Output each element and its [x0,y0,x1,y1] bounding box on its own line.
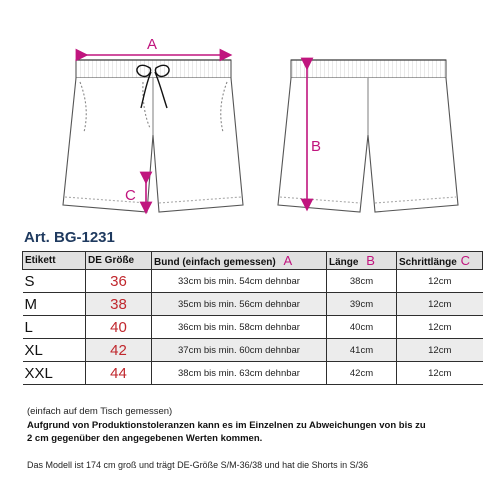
table-row [23,270,483,293]
header-de-groesse: DE Größe [86,252,152,270]
note-tolerance-line1: Aufgrund von Produktionstoleranzen kann es im Einzelnen zu Abweichungen von bis zu [27,420,426,431]
cell-laenge: 40cm [327,316,397,339]
header-laenge-letter: B [366,253,375,268]
note-tolerance-line2: 2 cm gegenüber den angegebenen Werten kommen. [27,433,263,444]
cell-bund: 36cm bis min. 58cm dehnbar [152,316,327,339]
label-a: A [147,36,158,53]
table-row [23,362,483,385]
table-row [23,293,483,316]
note-measured: (einfach auf dem Tisch gemessen) [27,406,173,417]
size-table [22,251,483,385]
cell-bund: 37cm bis min. 60cm dehnbar [152,339,327,362]
cell-laenge: 38cm [327,270,397,293]
note-model: Das Modell ist 174 cm groß und trägt DE-Größe S/M-36/38 und hat die Shorts in S/36 [27,460,369,470]
cell-schrittlaenge: 12cm [397,339,483,362]
cell-etikett: S [23,270,86,293]
cell-schrittlaenge: 12cm [428,321,452,333]
cell-laenge: 41cm [327,339,397,362]
cell-etikett: XL [23,339,86,362]
cell-de-groesse: 38 [86,293,152,316]
back-waistband [291,60,446,78]
table-header-row [23,252,483,270]
header-etikett: Etikett [23,252,86,270]
table-row [23,339,483,362]
cell-schrittlaenge: 12cm [428,367,452,379]
cell-de-groesse: 40 [86,316,152,339]
front-view-shorts [63,60,243,212]
table-row [23,316,483,339]
cell-de-groesse: 44 [86,362,152,385]
header-bund-letter: A [283,253,293,268]
cell-etikett: M [23,293,86,316]
header-schrittlaenge: Schrittlänge C [397,252,483,270]
front-waistband [76,60,231,78]
shorts-svg [0,0,500,225]
cell-schrittlaenge: 12cm [397,293,483,316]
label-c: C [125,187,136,204]
notes-section [27,404,487,473]
cell-laenge: 42cm [327,362,397,385]
cell-laenge: 39cm [327,293,397,316]
back-view-shorts [278,60,458,212]
cell-de-groesse: 42 [86,339,152,362]
cell-de-groesse: 36 [86,270,152,293]
cell-bund: 38cm bis min. 63cm dehnbar [152,362,327,385]
label-b: B [311,138,322,155]
cell-schrittlaenge: 12cm [428,275,452,287]
header-laenge: Länge B [327,252,397,270]
shorts-diagram [0,0,500,225]
header-bund: Bund (einfach gemessen) A [152,252,327,270]
cell-bund: 33cm bis min. 54cm dehnbar [152,270,327,293]
cell-etikett: L [23,316,86,339]
cell-etikett: XXL [23,362,86,385]
header-schritt-letter: C [460,253,470,268]
cell-bund: 35cm bis min. 56cm dehnbar [152,293,327,316]
article-title: Art. BG-1231 [24,229,115,246]
